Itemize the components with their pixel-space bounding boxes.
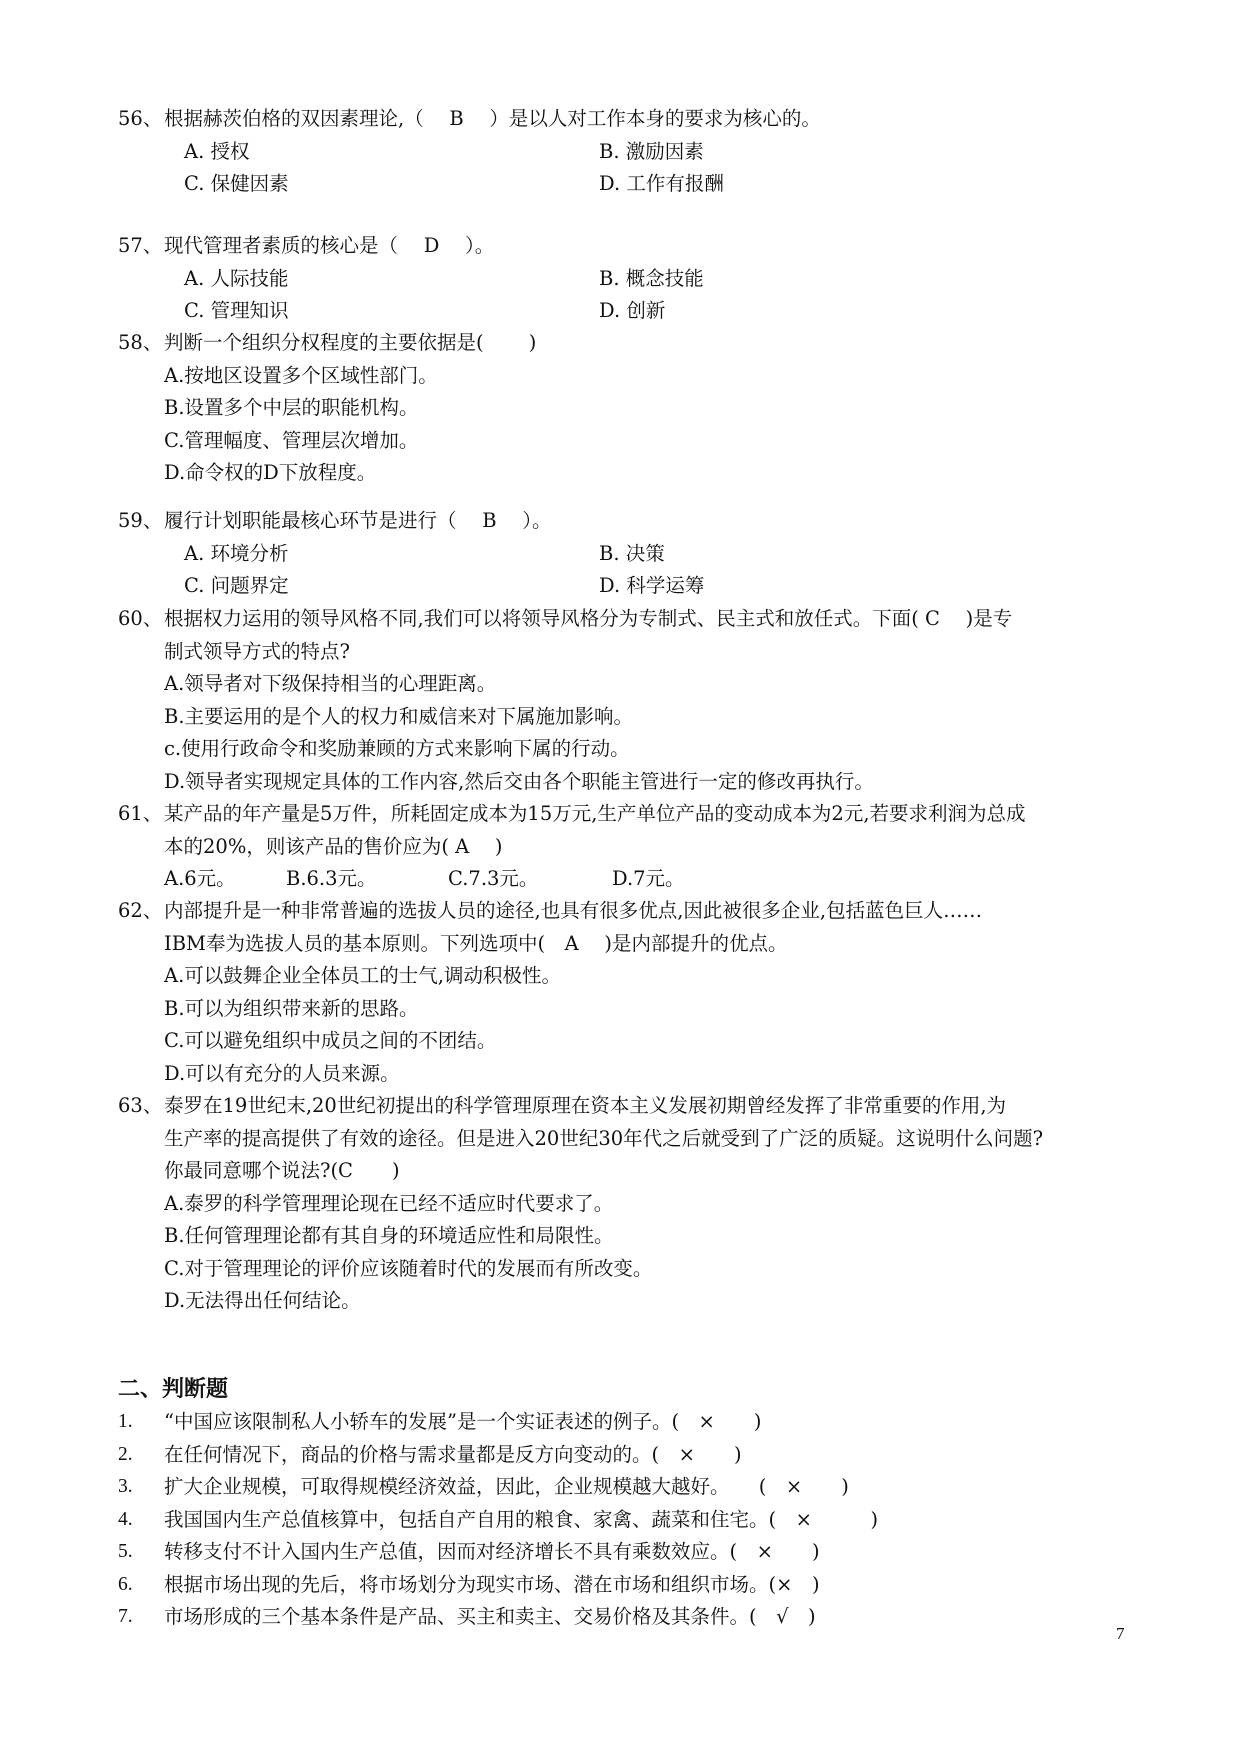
item-text: 市场形成的三个基本条件是产品、买主和卖主、交易价格及其条件。( √ )	[164, 1605, 816, 1628]
option-row	[118, 570, 1128, 603]
question-stem	[118, 230, 1128, 263]
option-row	[118, 168, 1128, 201]
judgment-list	[118, 1406, 1128, 1634]
question-text-continued: 你最同意哪个说法?(C )	[164, 1159, 400, 1182]
item-text: 在任何情况下，商品的价格与需求量都是反方向变动的。( × )	[164, 1442, 742, 1466]
section-title: 二、判断题	[118, 1377, 229, 1402]
question-stem	[118, 103, 1128, 136]
option-a: A. 人际技能	[184, 266, 289, 290]
judgment-item	[118, 1406, 1128, 1439]
item-number: 1.	[118, 1411, 133, 1432]
question-57	[118, 230, 1128, 328]
question-text: 判断一个组织分权程度的主要依据是( )	[164, 331, 537, 354]
option-b: B.设置多个中层的职能机构。	[164, 396, 419, 419]
question-text: 根据赫茨伯格的双因素理论,（ B ）是以人对工作本身的要求为核心的。	[164, 107, 821, 130]
option-d: D.7元。	[612, 867, 685, 890]
option-a: A.领导者对下级保持相当的心理距离。	[164, 672, 497, 695]
option-row	[118, 863, 1128, 896]
option-b: B.主要运用的是个人的权力和威信来对下属施加影响。	[164, 704, 634, 728]
item-number: 5.	[118, 1541, 133, 1562]
option-row	[118, 136, 1128, 169]
option-c: C.可以避免组织中成员之间的不团结。	[164, 1029, 497, 1052]
option-b: B. 决策	[599, 541, 665, 565]
question-number: 56、	[118, 107, 163, 130]
question-stem	[118, 1090, 1128, 1123]
question-number: 63、	[118, 1094, 163, 1117]
question-56	[118, 103, 1128, 201]
option-b: B.6.3元。	[286, 867, 377, 890]
question-61	[118, 798, 1128, 896]
question-number: 62、	[118, 899, 163, 922]
question-58	[118, 327, 1128, 490]
question-text-continued: 制式领导方式的特点?	[164, 639, 350, 663]
option-d: D.无法得出任何结论。	[164, 1289, 361, 1312]
question-text: 根据权力运用的领导风格不同,我们可以将领导风格分为专制式、民主式和放任式。下面( C )是专	[164, 607, 1013, 630]
item-number: 7.	[118, 1606, 133, 1627]
option-c: c.使用行政命令和奖励兼顾的方式来影响下属的行动。	[164, 737, 630, 760]
item-text: 我国国内生产总值核算中，包括自产自用的粮食、家禽、蔬菜和住宅。( × )	[164, 1507, 879, 1531]
judgment-item	[118, 1504, 1128, 1537]
option-row	[118, 263, 1128, 296]
item-number: 6.	[118, 1573, 133, 1595]
question-text: 泰罗在19世纪末,20世纪初提出的科学管理原理在资本主义发展初期曾经发挥了非常重要的作用,为	[164, 1094, 1007, 1117]
judgment-item	[118, 1536, 1128, 1569]
question-stem	[118, 505, 1128, 538]
judgment-item	[118, 1471, 1128, 1504]
judgment-item	[118, 1569, 1128, 1602]
question-60	[118, 603, 1128, 798]
option-row	[118, 295, 1128, 328]
option-a: A.6元。	[164, 867, 236, 890]
item-number: 4.	[118, 1508, 133, 1530]
option-b: B.任何管理理论都有其自身的环境适应性和局限性。	[164, 1224, 614, 1247]
judgment-item	[118, 1439, 1128, 1472]
option-c: C.管理幅度、管理层次增加。	[164, 428, 419, 452]
item-text: 转移支付不计入国内生产总值，因而对经济增长不具有乘数效应。( × )	[164, 1540, 820, 1563]
question-stem	[118, 327, 1128, 360]
option-d: D.领导者实现规定具体的工作内容,然后交由各个职能主管进行一定的修改再执行。	[164, 769, 874, 793]
question-text: 履行计划职能最核心环节是进行（ B ）。	[164, 509, 552, 532]
item-text: 根据市场出现的先后，将市场划分为现实市场、潜在市场和组织市场。(× )	[164, 1572, 820, 1596]
option-a: A.按地区设置多个区域性部门。	[164, 363, 438, 387]
option-c: C. 管理知识	[184, 299, 289, 322]
option-b: B. 激励因素	[599, 139, 704, 163]
question-63	[118, 1090, 1128, 1318]
option-a: A.泰罗的科学管理理论现在已经不适应时代要求了。	[164, 1191, 614, 1215]
page-number: 7	[1116, 1624, 1125, 1643]
question-stem	[118, 798, 1128, 831]
option-c: C.7.3元。	[448, 867, 539, 890]
option-c: C. 保健因素	[184, 172, 289, 195]
question-text-continued: 本的20%，则该产品的售价应为( A )	[164, 834, 503, 858]
question-text: 现代管理者素质的核心是（ D ）。	[164, 234, 495, 257]
question-number: 59、	[118, 509, 163, 532]
question-number: 61、	[118, 802, 163, 825]
question-stem	[118, 603, 1128, 636]
question-59	[118, 505, 1128, 603]
item-number: 3.	[118, 1476, 133, 1497]
option-d: D. 工作有报酬	[599, 172, 724, 195]
item-text: “中国应该限制私人小轿车的发展”是一个实证表述的例子。( × )	[164, 1410, 762, 1433]
option-c: C. 问题界定	[184, 574, 289, 597]
option-a: A.可以鼓舞企业全体员工的士气,调动积极性。	[164, 964, 561, 987]
option-d: D. 创新	[599, 299, 666, 322]
question-number: 58、	[118, 331, 163, 354]
option-d: D. 科学运筹	[599, 574, 705, 597]
judgment-item	[118, 1601, 1128, 1634]
option-a: A. 环境分析	[184, 541, 289, 565]
question-stem	[118, 895, 1128, 928]
option-c: C.对于管理理论的评价应该随着时代的发展而有所改变。	[164, 1256, 653, 1280]
question-text: 内部提升是一种非常普遍的选拔人员的途径,也具有很多优点,因此被很多企业,包括蓝色巨人……	[164, 899, 983, 922]
option-b: B.可以为组织带来新的思路。	[164, 996, 419, 1020]
question-number: 57、	[118, 234, 163, 257]
question-text-continued: 生产率的提高提供了有效的途径。但是进入20世纪30年代之后就受到了广泛的质疑。这说明什么问题?	[164, 1126, 1044, 1150]
item-number: 2.	[118, 1443, 133, 1465]
option-d: D.可以有充分的人员来源。	[164, 1061, 400, 1085]
question-number: 60、	[118, 607, 163, 630]
option-row	[118, 538, 1128, 571]
option-a: A. 授权	[184, 139, 250, 163]
option-b: B. 概念技能	[599, 266, 704, 290]
option-d: D.命令权的D下放程度。	[164, 461, 377, 484]
question-62	[118, 895, 1128, 1090]
item-text: 扩大企业规模，可取得规模经济效益，因此，企业规模越大越好。 ( × )	[164, 1475, 849, 1498]
question-text-continued: IBM奉为选拔人员的基本原则。下列选项中( A )是内部提升的优点。	[164, 931, 788, 955]
question-text: 某产品的年产量是5万件，所耗固定成本为15万元,生产单位产品的变动成本为2元,若要求利润为总成	[164, 802, 1026, 825]
